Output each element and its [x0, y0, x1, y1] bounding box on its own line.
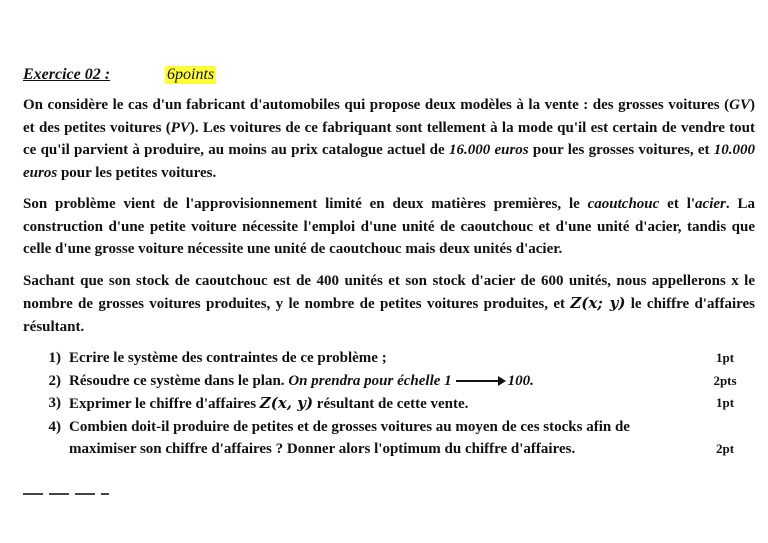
question-number: 4) — [48, 418, 61, 435]
question-item — [23, 370, 755, 393]
p1-a: On considère le cas d'un fabricant d'automobiles qui propose deux modèles à la vente : des grosses voitures ( — [23, 97, 730, 113]
points-badge: 6points — [167, 66, 215, 83]
q3-z: Z(x, y) — [259, 394, 314, 412]
q2-text: Résoudre ce système dans le plan. — [69, 372, 289, 389]
exercise-header — [23, 66, 755, 84]
question-item — [23, 392, 755, 416]
p1-pv: PV — [170, 119, 190, 136]
exercise-title: Exercice 02 : — [23, 66, 111, 83]
question-list — [23, 347, 755, 461]
q2-scale-text: On prendra pour échelle 1 — [288, 372, 452, 389]
question-points: 1pt — [715, 395, 735, 410]
p1-e: pour les petites voitures. — [57, 164, 217, 181]
question-text: Ecrire le système des contraintes de ce problème ; — [69, 350, 387, 366]
paragraph-context — [23, 94, 755, 184]
question-item — [23, 347, 755, 370]
arrow-icon — [456, 380, 504, 382]
q3-a: Exprimer le chiffre d'affaires — [69, 396, 260, 412]
p1-c: ). Les voitures de ce fabriquant sont tellement à la mode qu'il est certain de vendre tout ce qu'il parvient à produire, au moins au prix catalogue actuel de — [23, 119, 755, 158]
cut-off-text-fragment — [23, 493, 109, 495]
q2-scale-value: 100. — [507, 372, 534, 389]
question-text: Combien doit-il produire de petites et de grosses voitures au moyen de ces stocks afin de maximiser son chiffre d'affaires ? Donner alors l'optimum du chiffre d'affaires. — [69, 418, 630, 457]
price-big-cars: 16.000 euros — [448, 142, 529, 158]
question-points: 2pt — [715, 440, 735, 456]
question-points: 1pt — [715, 350, 735, 365]
question-number: 1) — [48, 350, 61, 366]
p1-d: pour les grosses voitures, et — [528, 142, 714, 158]
paragraph-stock — [23, 270, 755, 339]
question-points: 2pts — [713, 372, 737, 388]
p3-b: le chiffre d'affaires résultant. — [23, 296, 755, 335]
price-small-cars: 10.000 euros — [23, 142, 755, 181]
question-text — [69, 370, 695, 393]
q3-b: résultant de cette vente. — [313, 396, 469, 412]
question-number: 3) — [48, 395, 61, 411]
p3-a: Sachant que son stock de caoutchouc est de 400 unités et son stock d'acier de 600 unités, nous appellerons x le nombre de grosses voitures produites, y le nombre de petites voitures produites, et — [23, 272, 755, 312]
p2-b: et l' — [659, 196, 696, 212]
p2-a: Son problème vient de l'approvisionnement limité en deux matières premières, le — [23, 196, 588, 212]
word-rubber: caoutchouc — [587, 196, 660, 212]
z-function: Z(x; y) — [570, 294, 626, 312]
p1-b: ) et des petites voitures ( — [23, 97, 755, 136]
question-text — [69, 392, 695, 416]
p2-c: . La construction d'une petite voiture nécessite l'emploi d'une unité de caoutchouc et d'une unité d'acier, tandis que celle d'une grosse voiture nécessite une unité de caoutchouc mais deux unités d'acier. — [23, 196, 755, 257]
word-steel: acier — [695, 196, 726, 212]
question-item — [23, 416, 755, 461]
question-number: 2) — [48, 372, 61, 389]
exercise-page — [23, 66, 755, 461]
p1-gv: GV — [729, 97, 750, 113]
paragraph-materials — [23, 193, 755, 261]
